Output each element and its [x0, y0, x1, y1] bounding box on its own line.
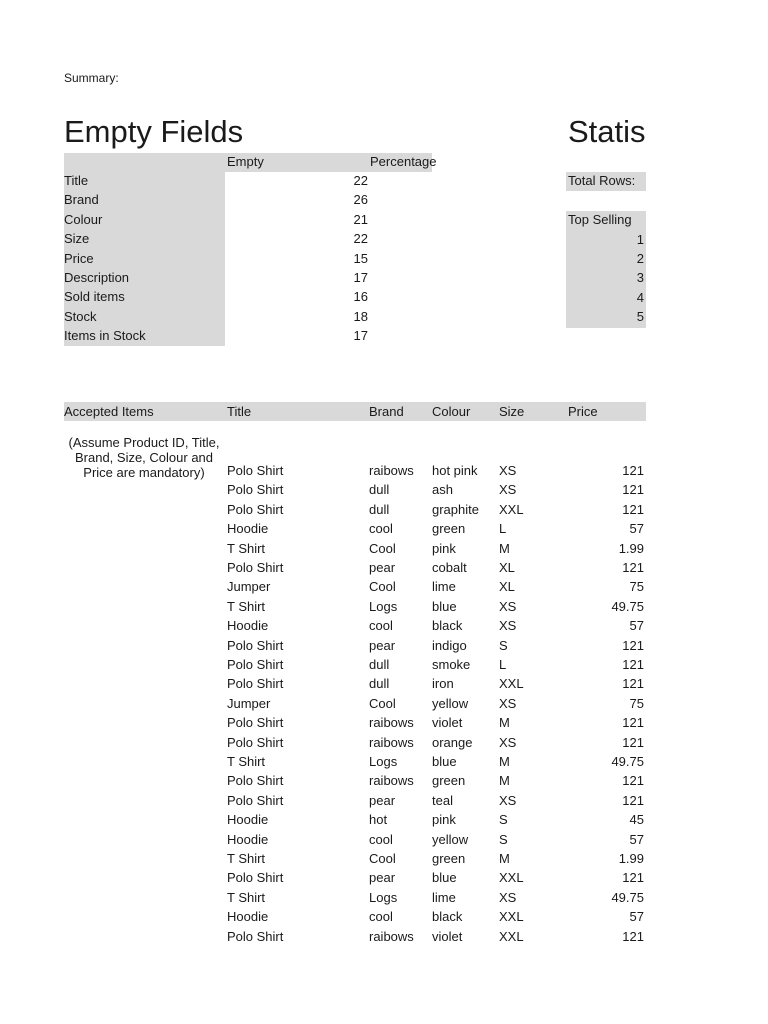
top-selling-rank: 1	[636, 231, 644, 247]
table-row[interactable]	[64, 481, 646, 500]
item-title-cell: Polo Shirt	[227, 734, 284, 750]
item-price-cell: 1.99	[618, 851, 644, 866]
total-rows-label: Total Rows:	[568, 173, 636, 188]
table-row[interactable]	[64, 501, 646, 520]
top-selling-rank-row[interactable]	[566, 250, 646, 269]
item-colour-cell: blue	[432, 598, 457, 614]
item-title-cell: Hoodie	[227, 618, 269, 634]
item-size-cell: XL	[499, 579, 515, 595]
item-size-cell: M	[499, 540, 510, 556]
item-brand-cell: pear	[369, 870, 396, 886]
item-colour-cell: lime	[432, 889, 456, 905]
item-brand-cell: raibows	[369, 734, 414, 750]
top-selling-rank-row[interactable]	[566, 308, 646, 327]
item-size-cell: S	[499, 637, 508, 653]
empty-field-label: Price	[64, 250, 94, 266]
item-price-cell: 57	[629, 521, 644, 537]
item-colour-cell: pink	[432, 540, 456, 556]
table-row[interactable]	[64, 850, 646, 869]
item-brand-cell: Logs	[369, 598, 398, 614]
item-price-cell: 1.99	[618, 540, 644, 556]
empty-field-row[interactable]	[64, 327, 368, 346]
item-colour-cell: violet	[432, 715, 463, 731]
colour-column-header: Colour	[432, 404, 471, 419]
item-brand-cell: dull	[369, 501, 390, 517]
item-price-cell: 45	[629, 812, 644, 828]
item-title-cell: Hoodie	[227, 521, 269, 537]
item-price-cell: 57	[629, 909, 644, 925]
item-colour-cell: teal	[432, 792, 453, 808]
item-colour-cell: black	[432, 909, 463, 925]
top-selling-rank: 5	[636, 309, 644, 325]
item-price-cell: 49.75	[611, 889, 644, 905]
item-size-cell: XS	[499, 792, 517, 808]
item-brand-cell: Logs	[369, 754, 398, 769]
table-row[interactable]	[64, 559, 646, 578]
item-price-cell: 121	[622, 773, 644, 789]
item-price-cell: 121	[622, 792, 644, 808]
item-colour-cell: yellow	[432, 831, 469, 847]
item-colour-cell: violet	[432, 928, 463, 944]
item-size-cell: M	[499, 851, 510, 866]
item-price-cell: 75	[629, 579, 644, 595]
empty-field-count: 18	[353, 308, 368, 324]
empty-field-row[interactable]	[64, 269, 368, 288]
item-brand-cell: dull	[369, 676, 390, 692]
table-row[interactable]	[64, 831, 646, 850]
table-row[interactable]	[64, 617, 646, 636]
item-brand-cell: dull	[369, 657, 390, 672]
title-column-header: Title	[227, 404, 252, 419]
item-size-cell: XS	[499, 734, 517, 750]
total-rows-cell[interactable]	[566, 172, 646, 191]
top-selling-cell[interactable]	[566, 211, 646, 230]
price-column-header: Price	[568, 404, 598, 419]
item-colour-cell: smoke	[432, 657, 471, 672]
item-size-cell: L	[499, 657, 507, 672]
item-title-cell: Polo Shirt	[227, 637, 284, 653]
item-size-cell: XS	[499, 889, 517, 905]
empty-field-row[interactable]	[64, 211, 368, 230]
item-price-cell: 121	[622, 870, 644, 886]
item-brand-cell: cool	[369, 618, 393, 634]
top-selling-rank: 2	[636, 250, 644, 266]
table-row[interactable]	[64, 578, 646, 597]
empty-field-label: Brand	[64, 192, 99, 208]
item-price-cell: 121	[622, 501, 644, 517]
item-brand-cell: cool	[369, 521, 393, 537]
percentage-column-header: Percentage	[370, 154, 437, 169]
table-row[interactable]	[64, 811, 646, 830]
item-title-cell: Polo Shirt	[227, 928, 284, 944]
item-title-cell: Polo Shirt	[227, 792, 284, 808]
table-row[interactable]	[64, 675, 646, 694]
table-row[interactable]	[64, 734, 646, 753]
item-colour-cell: orange	[432, 734, 473, 750]
table-row[interactable]	[64, 637, 646, 656]
item-brand-cell: pear	[369, 560, 396, 575]
item-size-cell: L	[499, 521, 507, 537]
item-brand-cell: pear	[369, 637, 396, 653]
item-price-cell: 121	[622, 676, 644, 692]
statistics-title: Statis	[568, 114, 646, 149]
table-row[interactable]	[64, 772, 646, 791]
item-size-cell: XS	[499, 463, 517, 478]
item-title-cell: T Shirt	[227, 598, 266, 614]
item-price-cell: 121	[622, 657, 644, 672]
table-row[interactable]	[64, 695, 646, 714]
item-title-cell: Polo Shirt	[227, 560, 284, 575]
item-brand-cell: Cool	[369, 695, 396, 711]
item-title-cell: Polo Shirt	[227, 773, 284, 789]
item-colour-cell: lime	[432, 579, 456, 595]
table-row[interactable]	[64, 520, 646, 539]
table-row[interactable]	[64, 598, 646, 617]
item-brand-cell: dull	[369, 482, 390, 498]
item-title-cell: Polo Shirt	[227, 676, 284, 692]
empty-field-label: Size	[64, 231, 90, 247]
item-price-cell: 57	[629, 618, 644, 634]
empty-field-row[interactable]	[64, 172, 368, 191]
table-row[interactable]	[64, 656, 646, 675]
item-price-cell: 121	[622, 734, 644, 750]
empty-field-count: 17	[353, 328, 368, 344]
item-title-cell: T Shirt	[227, 889, 266, 905]
empty-fields-title: Empty Fields	[64, 114, 244, 149]
item-colour-cell: green	[432, 521, 466, 537]
empty-field-count: 22	[353, 231, 368, 247]
item-title-cell: Jumper	[227, 695, 271, 711]
top-selling-rank: 3	[636, 270, 644, 286]
item-colour-cell: indigo	[432, 637, 467, 653]
item-size-cell: XXL	[499, 909, 524, 925]
empty-field-label: Colour	[64, 211, 103, 227]
item-title-cell: Polo Shirt	[227, 463, 284, 478]
table-row[interactable]	[64, 540, 646, 559]
item-colour-cell: blue	[432, 870, 457, 886]
item-brand-cell: Logs	[369, 889, 398, 905]
item-price-cell: 121	[622, 482, 644, 498]
item-brand-cell: Cool	[369, 540, 396, 556]
empty-field-label: Description	[64, 270, 130, 285]
item-size-cell: XXL	[499, 870, 524, 886]
item-colour-cell: ash	[432, 482, 453, 498]
item-title-cell: Hoodie	[227, 909, 269, 925]
item-colour-cell: pink	[432, 812, 456, 828]
item-size-cell: XXL	[499, 928, 524, 944]
item-price-cell: 121	[622, 928, 644, 944]
empty-field-label: Stock	[64, 308, 97, 324]
item-size-cell: S	[499, 812, 508, 828]
item-brand-cell: raibows	[369, 463, 414, 478]
item-size-cell: XXL	[499, 501, 524, 517]
item-price-cell: 57	[629, 831, 644, 847]
item-brand-cell: Cool	[369, 579, 396, 595]
table-row[interactable]	[64, 928, 646, 947]
empty-field-count: 21	[353, 211, 368, 227]
item-size-cell: XS	[499, 598, 517, 614]
empty-field-row[interactable]	[64, 308, 368, 327]
item-title-cell: Polo Shirt	[227, 482, 284, 498]
top-selling-rank: 4	[636, 289, 644, 305]
brand-column-header: Brand	[369, 404, 404, 419]
top-selling-rank-row[interactable]	[566, 269, 646, 288]
item-colour-cell: black	[432, 618, 463, 634]
item-brand-cell: raibows	[369, 715, 414, 731]
item-brand-cell: raibows	[369, 928, 414, 944]
item-title-cell: Polo Shirt	[227, 657, 284, 672]
item-colour-cell: green	[432, 773, 466, 789]
item-size-cell: XS	[499, 618, 517, 634]
item-size-cell: XS	[499, 482, 517, 498]
top-selling-rank-row[interactable]	[566, 231, 646, 250]
empty-field-count: 15	[353, 250, 368, 266]
item-size-cell: XXL	[499, 676, 524, 692]
item-size-cell: M	[499, 773, 510, 789]
item-brand-cell: cool	[369, 831, 393, 847]
item-price-cell: 49.75	[611, 598, 644, 614]
table-row[interactable]	[64, 792, 646, 811]
item-brand-cell: Cool	[369, 851, 396, 866]
item-title-cell: Polo Shirt	[227, 870, 284, 886]
top-selling-label: Top Selling	[568, 212, 632, 227]
table-row[interactable]	[64, 714, 646, 733]
item-price-cell: 121	[622, 637, 644, 653]
empty-field-label: Sold items	[64, 289, 125, 305]
empty-field-count: 16	[353, 289, 368, 305]
item-title-cell: T Shirt	[227, 851, 266, 866]
item-size-cell: XL	[499, 560, 515, 575]
mandatory-fields-note: (Assume Product ID, Title, Brand, Size, Colour and Price are mandatory)	[68, 435, 220, 480]
table-row[interactable]	[64, 462, 646, 481]
empty-field-row[interactable]	[64, 250, 368, 269]
item-brand-cell: hot	[369, 812, 388, 828]
summary-label: Summary:	[64, 71, 119, 85]
item-price-cell: 121	[622, 463, 644, 478]
item-title-cell: Jumper	[227, 579, 271, 595]
top-selling-rank-row[interactable]	[566, 289, 646, 308]
empty-field-label: Items in Stock	[64, 328, 146, 344]
item-title-cell: Hoodie	[227, 812, 269, 828]
item-size-cell: XS	[499, 695, 517, 711]
empty-field-row[interactable]	[64, 191, 368, 210]
accepted-items-header: Accepted Items	[64, 404, 154, 419]
item-brand-cell: cool	[369, 909, 393, 925]
item-size-cell: M	[499, 754, 510, 769]
item-colour-cell: graphite	[432, 501, 479, 517]
empty-field-label: Title	[64, 173, 89, 188]
empty-field-count: 22	[353, 173, 368, 188]
item-title-cell: Polo Shirt	[227, 715, 284, 731]
item-title-cell: Polo Shirt	[227, 501, 284, 517]
item-size-cell: M	[499, 715, 510, 731]
empty-column-header: Empty	[227, 154, 264, 169]
size-column-header: Size	[499, 404, 525, 419]
item-colour-cell: cobalt	[432, 560, 467, 575]
item-brand-cell: raibows	[369, 773, 414, 789]
table-row[interactable]	[64, 869, 646, 888]
item-colour-cell: hot pink	[432, 463, 478, 478]
item-title-cell: T Shirt	[227, 754, 266, 769]
item-title-cell: T Shirt	[227, 540, 266, 556]
item-price-cell: 49.75	[611, 754, 644, 769]
item-colour-cell: iron	[432, 676, 454, 692]
item-price-cell: 121	[622, 715, 644, 731]
item-title-cell: Hoodie	[227, 831, 269, 847]
item-brand-cell: pear	[369, 792, 396, 808]
item-colour-cell: blue	[432, 754, 457, 769]
table-row[interactable]	[64, 908, 646, 927]
empty-field-count: 26	[353, 192, 368, 208]
item-colour-cell: green	[432, 851, 466, 866]
empty-field-row[interactable]	[64, 230, 368, 249]
empty-field-row[interactable]	[64, 288, 368, 307]
item-size-cell: S	[499, 831, 508, 847]
table-row[interactable]	[64, 889, 646, 908]
item-price-cell: 121	[622, 560, 644, 575]
item-colour-cell: yellow	[432, 695, 469, 711]
item-price-cell: 75	[629, 695, 644, 711]
empty-field-count: 17	[353, 270, 368, 285]
table-row[interactable]	[64, 753, 646, 772]
